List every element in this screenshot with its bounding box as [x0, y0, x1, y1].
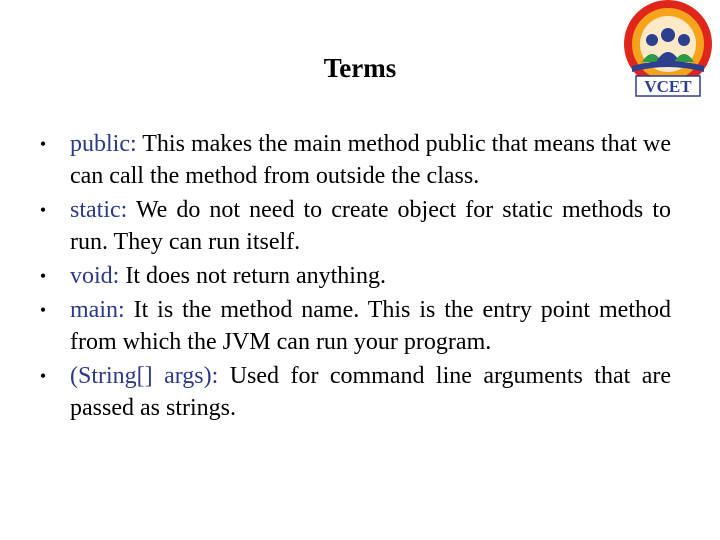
vcet-logo [618, 0, 718, 100]
term-label: void: [70, 263, 120, 289]
bullet-dot-icon: • [39, 300, 47, 320]
term-description: Used for command line arguments that are passed as strings. [70, 363, 671, 421]
logo-person-head [646, 34, 658, 46]
term-label: public: [70, 131, 137, 157]
logo-person-head [661, 28, 675, 42]
bullet-item-void [37, 260, 671, 292]
term-label: (String[] args): [70, 363, 219, 389]
term-label: main: [70, 297, 125, 323]
bullet-item-string-args [37, 360, 671, 424]
term-description: We do not need to create object for static methods to run. They can run itself. [70, 197, 671, 255]
bullet-item-static [37, 194, 671, 258]
term-description: This makes the main method public that means that we can call the method from outside the class. [70, 131, 671, 189]
terms-bullet-list [37, 128, 671, 426]
bullet-dot-icon: • [39, 200, 47, 220]
slide-title: Terms [323, 53, 397, 83]
term-description: It is the method name. This is the entry point method from which the JVM can run your program. [70, 297, 671, 355]
term-label: static: [70, 197, 128, 223]
bullet-dot-icon: • [39, 366, 47, 386]
term-description: It does not return anything. [119, 263, 386, 289]
logo-person-head [678, 34, 690, 46]
bullet-item-public [37, 128, 671, 192]
logo-text: VCET [644, 77, 692, 96]
bullet-dot-icon: • [39, 134, 47, 154]
bullet-item-main [37, 294, 671, 358]
bullet-dot-icon: • [39, 266, 47, 286]
